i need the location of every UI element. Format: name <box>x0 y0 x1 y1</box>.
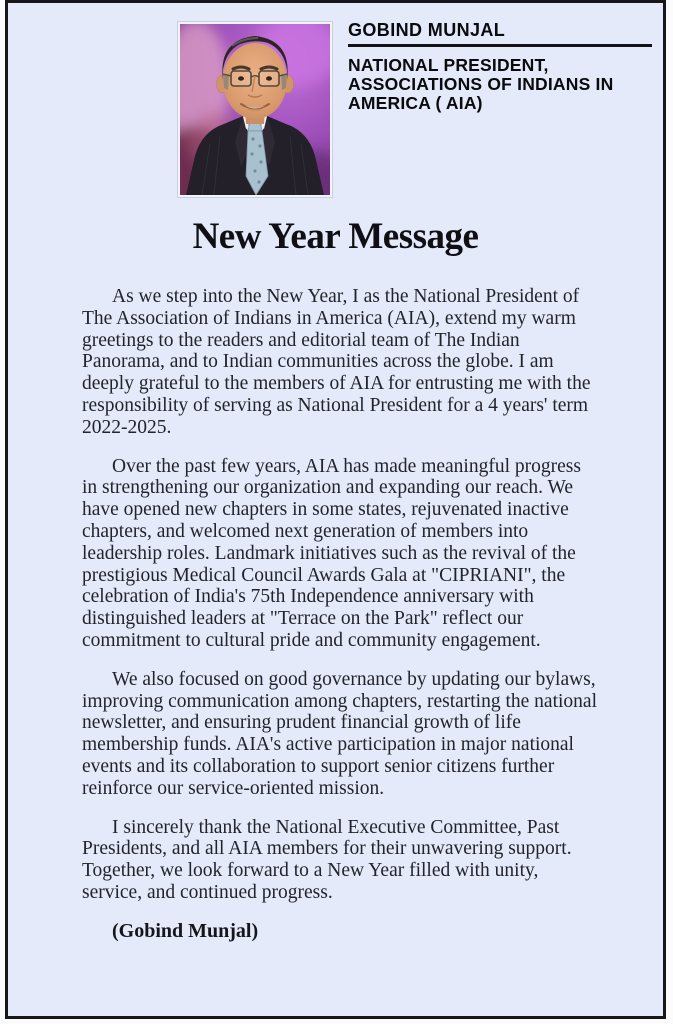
article-title: New Year Message <box>192 216 479 257</box>
portrait-illustration <box>180 24 330 195</box>
author-title-line: AMERICA ( AIA) <box>348 93 483 113</box>
paragraph: I sincerely thank the National Executive Committee, Past Presidents, and all AIA members for their unwavering support. Together, we look forward to a New Year filled with unity, service, and continued progress. <box>82 816 572 903</box>
article-body <box>82 286 599 943</box>
signature: (Gobind Munjal) <box>112 919 259 942</box>
article-page <box>5 0 666 1019</box>
portrait-photo <box>178 22 332 197</box>
author-title-line: ASSOCIATIONS OF INDIANS IN <box>348 74 614 94</box>
author-name: GOBIND MUNJAL <box>348 20 506 40</box>
paragraph: Over the past few years, AIA has made meaningful progress in strengthening our organization and expanding our reach. We have opened new chapters in some states, rejuvenated inactive chapters, and welcomed next generation of members into leadership roles. Landmark initiatives such as the revival of the prestigious Medical Council Awards Gala at "CIPRIANI", the celebration of India's 75th Independence anniversary with distinguished leaders at "Terrace on the Park" reflect our commitment to cultural pride and community engagement. <box>82 455 581 651</box>
paragraph: As we step into the New Year, I as the National President of The Association of Indians in America (AIA), extend my warm greetings to the readers and editorial team of The Indian Panorama, and to Indian communities across the globe. I am deeply grateful to the members of AIA for entrusting me with the responsibility of serving as National President for a 4 years' term 2022-2025. <box>82 286 591 438</box>
header-block <box>348 19 664 113</box>
paragraph-list <box>82 286 599 904</box>
author-title <box>348 56 664 113</box>
author-title-line: NATIONAL PRESIDENT, <box>348 55 549 75</box>
paragraph: We also focused on good governance by updating our bylaws, improving communication among chapters, restarting the national newsletter, and ensuring prudent financial growth of life membership funds. AIA's active participation in major national events and its collaboration to support senior citizens further reinforce our service-oriented mission. <box>82 668 597 799</box>
header-rule <box>348 44 652 47</box>
